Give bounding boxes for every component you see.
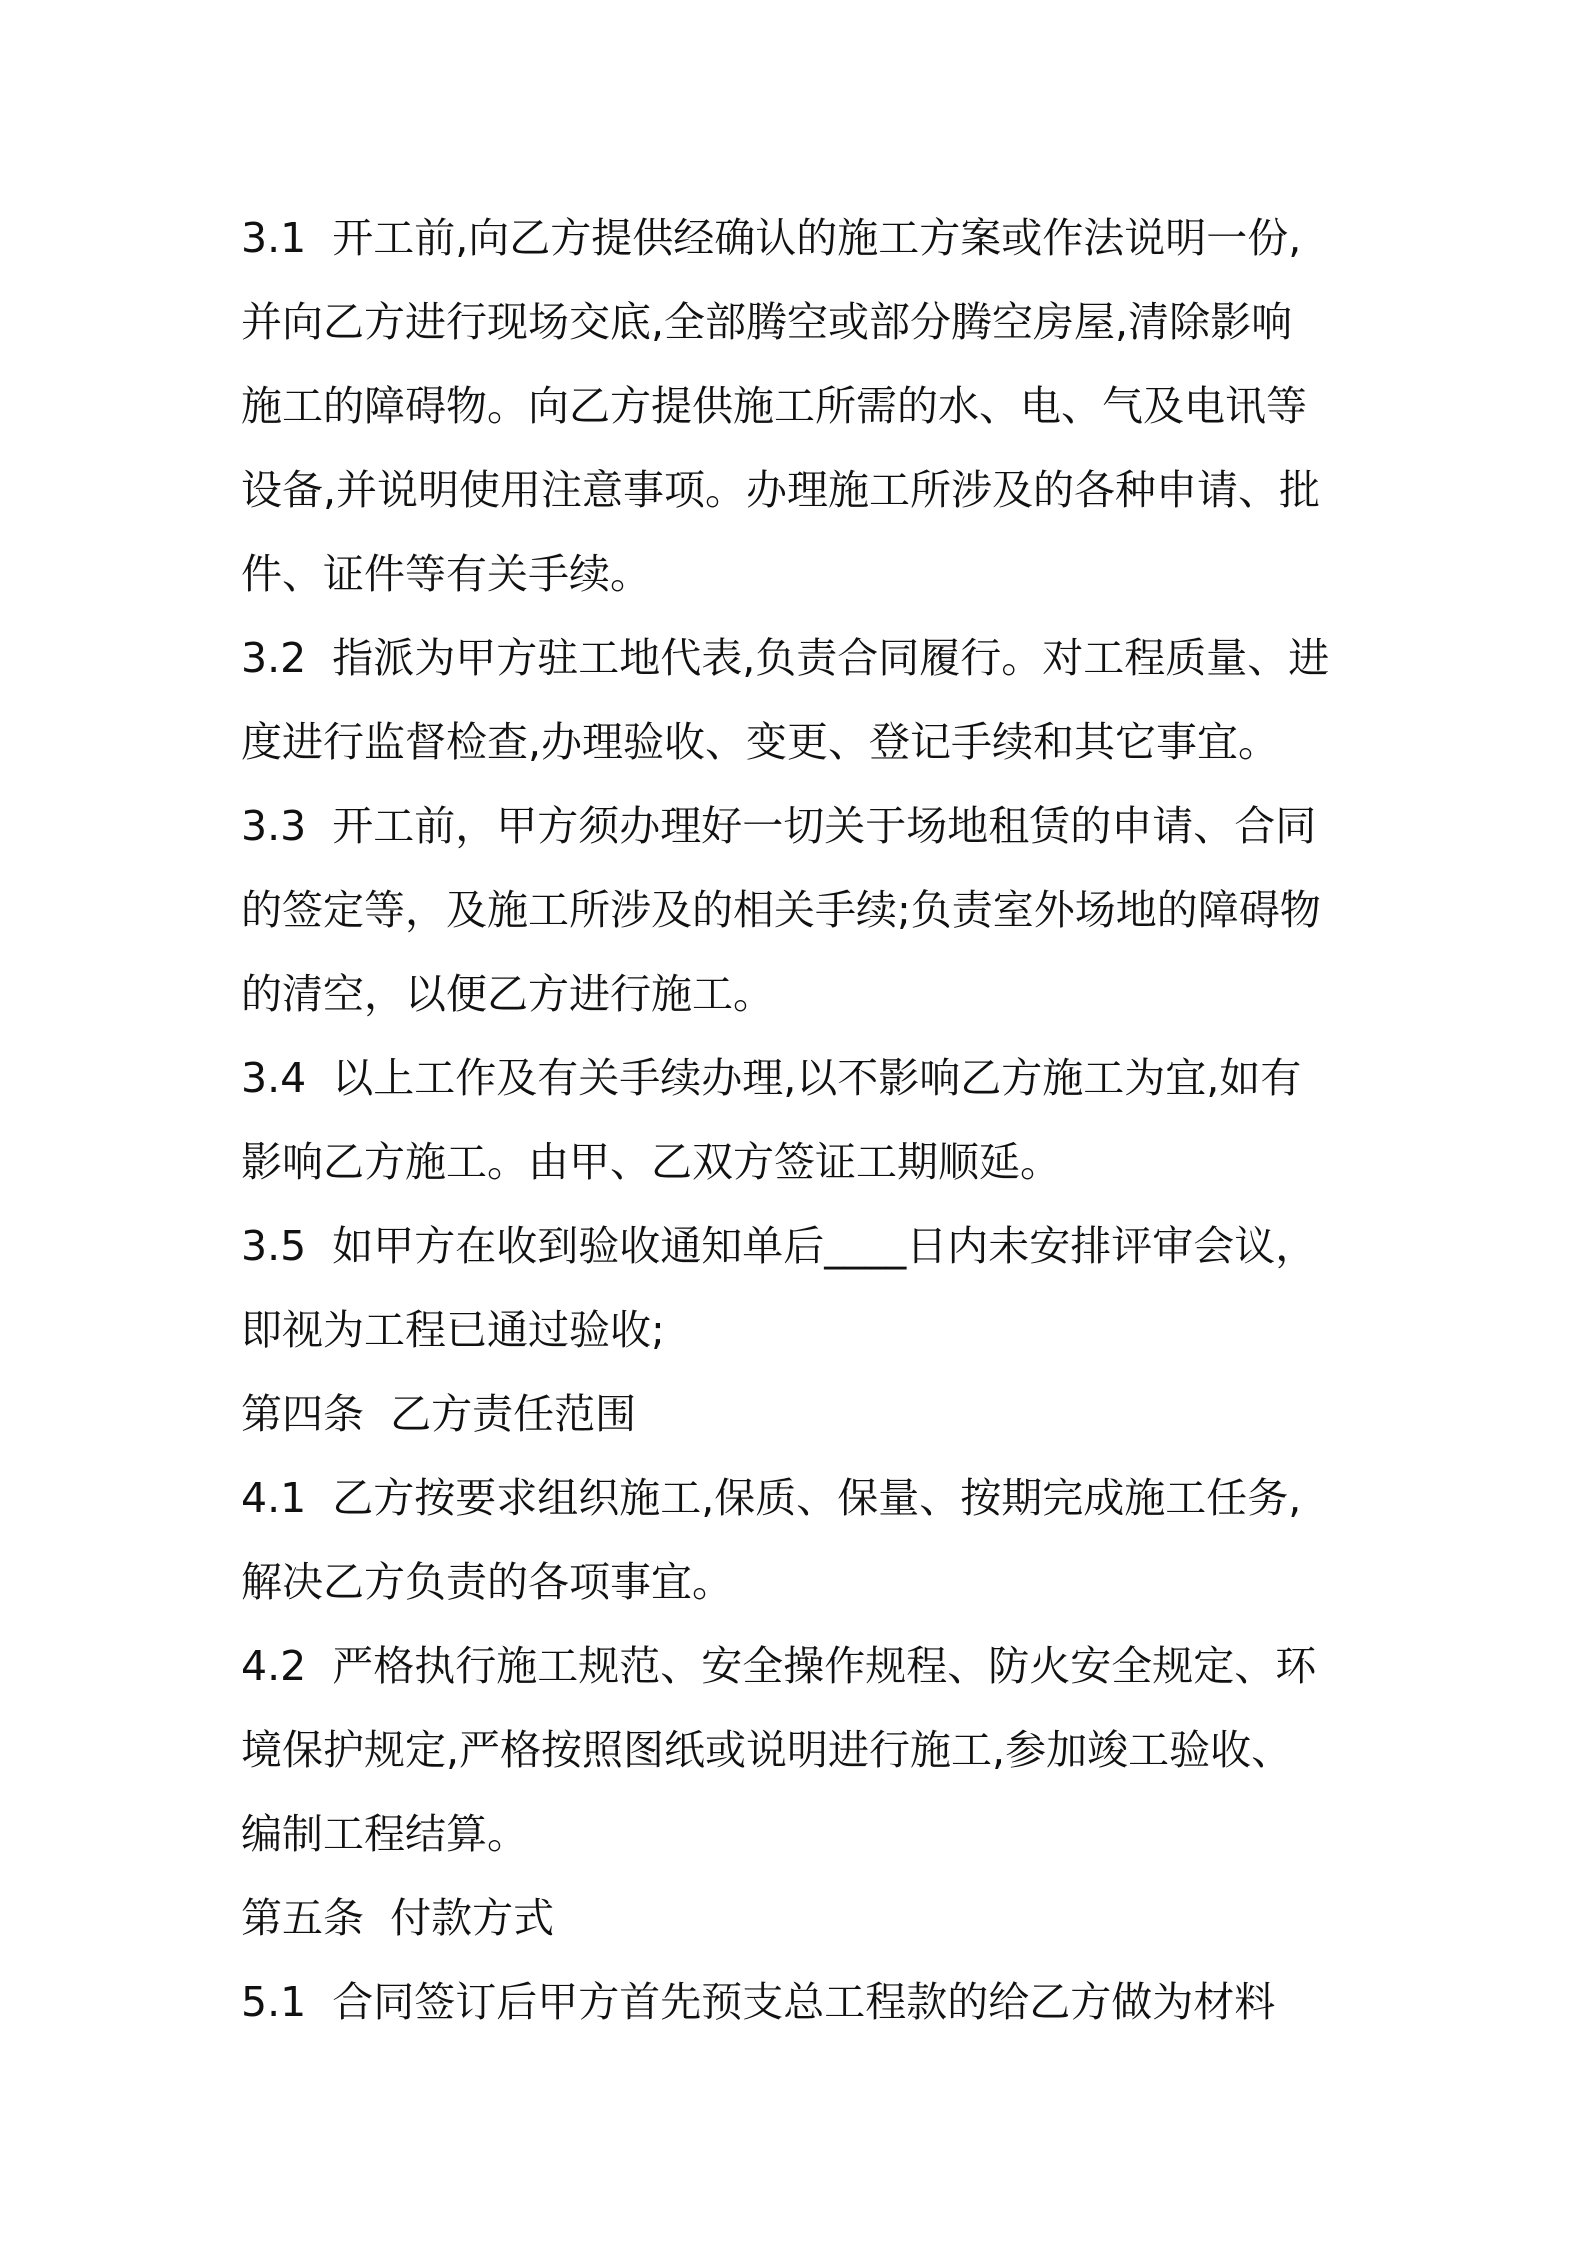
clause-4-2-line-1: 4.2 严格执行施工规范、安全操作规程、防火安全规定、环 xyxy=(241,1642,1317,1690)
clause-3-1-line-3: 施工的障碍物。向乙方提供施工所需的水、电、气及电讯等 xyxy=(241,382,1307,430)
article-5-heading: 第五条 付款方式 xyxy=(241,1894,555,1942)
clause-3-2-line-1: 3.2 指派为甲方驻工地代表,负责合同履行。对工程质量、进 xyxy=(241,634,1330,682)
clause-3-1-line-5: 件、证件等有关手续。 xyxy=(241,550,651,598)
clause-3-1-line-2: 并向乙方进行现场交底,全部腾空或部分腾空房屋,清除影响 xyxy=(241,298,1293,346)
clause-4-1-line-2: 解决乙方负责的各项事宜。 xyxy=(241,1558,733,1606)
clause-3-3-line-1: 3.3 开工前，甲方须办理好一切关于场地租赁的申请、合同 xyxy=(241,802,1317,850)
clause-3-2-line-2: 度进行监督检查,办理验收、变更、登记手续和其它事宜。 xyxy=(241,718,1280,766)
clause-3-3-line-2: 的签定等，及施工所涉及的相关手续;负责室外场地的障碍物 xyxy=(241,886,1321,934)
clause-5-1-line-1: 5.1 合同签订后甲方首先预支总工程款的给乙方做为材料 xyxy=(241,1978,1276,2026)
article-4-heading: 第四条 乙方责任范围 xyxy=(241,1390,637,1438)
clause-4-2-line-3: 编制工程结算。 xyxy=(241,1810,528,1858)
clause-3-3-line-3: 的清空，以便乙方进行施工。 xyxy=(241,970,774,1018)
clause-3-5-line-2: 即视为工程已通过验收; xyxy=(241,1306,665,1354)
document-body xyxy=(241,196,1356,2044)
clause-3-4-line-1: 3.4 以上工作及有关手续办理,以不影响乙方施工为宜,如有 xyxy=(241,1054,1302,1102)
clause-4-1-line-1: 4.1 乙方按要求组织施工,保质、保量、按期完成施工任务, xyxy=(241,1474,1302,1522)
clause-3-1-line-4: 设备,并说明使用注意事项。办理施工所涉及的各种申请、批 xyxy=(241,466,1321,514)
clause-3-5-line-1: 3.5 如甲方在收到验收通知单后____日内未安排评审会议， xyxy=(241,1222,1317,1270)
clause-4-2-line-2: 境保护规定,严格按照图纸或说明进行施工,参加竣工验收、 xyxy=(241,1726,1293,1774)
clause-3-1-line-1: 3.1 开工前,向乙方提供经确认的施工方案或作法说明一份, xyxy=(241,214,1302,262)
clause-3-4-line-2: 影响乙方施工。由甲、乙双方签证工期顺延。 xyxy=(241,1138,1061,1186)
